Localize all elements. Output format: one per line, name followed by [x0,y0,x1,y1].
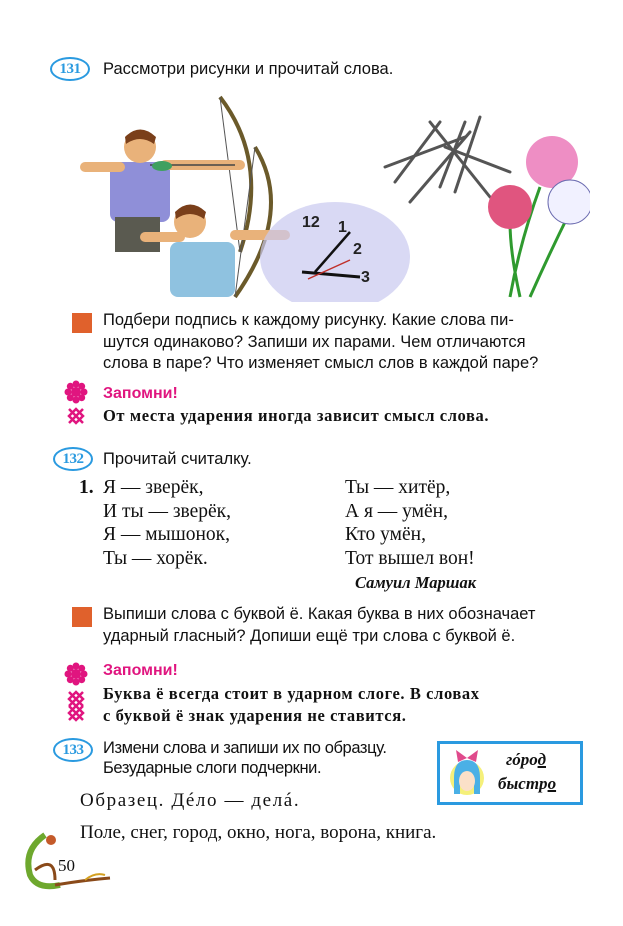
remember-rule-text: От места ударения иногда зависит смысл слова. [103,406,490,425]
illustration-svg [70,92,590,302]
svg-text:2: 2 [353,241,362,258]
exercise-number: 131 [59,60,81,77]
page-number: 50 [58,856,75,875]
poem-author: Самуил Маршак [355,573,477,592]
task-bullet-icon [72,607,92,627]
exercise-number-badge [50,57,90,81]
remember-heading: Запомни! [103,385,178,402]
exercise-number: 133 [62,741,84,758]
poem-marker: 1. [79,477,94,498]
remember-heading: Запомни! [103,662,178,679]
sample-text: Образец. Дéло — делá. [80,790,301,811]
exercise-instruction: Измени слова и запиши их по образцу. Безударные слоги подчеркни. [103,739,387,777]
nails-icon [385,117,510,202]
poem-left-column: Я — зверёк, И ты — зверёк, Я — мышонок, Ты — хорёк. [103,477,232,569]
poem-right-column: Ты — хитёр, А я — умён, Кто умён, Тот вышел вон! [345,477,475,569]
exercise-instruction: Рассмотри рисунки и прочитай слова. [103,60,394,78]
remember-flower-icon [64,380,88,425]
hint-box [437,741,583,805]
words-list: Поле, снег, город, окно, нога, ворона, книга. [80,822,437,843]
exercise-number-badge [53,738,93,762]
carnations-icon [488,136,590,297]
clock-icon [260,202,410,302]
remember-rule-text: Буква ё всегда стоит в ударном слоге. В словах с буквой ё знак ударения не ставится. [103,684,480,725]
exercise-number-badge [53,447,93,471]
svg-text:12: 12 [302,214,320,231]
archers-icon [80,97,290,297]
hint-word-gorod: гóрод [506,750,546,769]
task-text: Подбери подпись к каждому рисунку. Какие слова пи- шутся одинаково? Запиши их парами. Чем отличаются слова в паре? Что изменяет смысл слов в каждой паре? [103,311,539,372]
task-text: Выпиши слова с буквой ё. Какая буква в них обозначает ударный гласный? Допиши ещё три слова с буквой ё. [103,605,536,645]
remember-flower-icon [64,662,88,722]
hint-word-bystro: быстро [498,774,557,793]
task-bullet-icon [72,313,92,333]
svg-text:1: 1 [338,219,347,236]
exercise-instruction: Прочитай считалку. [103,450,252,468]
illustration [70,92,590,302]
svg-text:3: 3 [361,269,370,286]
exercise-number: 132 [62,450,84,467]
girl-avatar-icon [446,748,488,800]
